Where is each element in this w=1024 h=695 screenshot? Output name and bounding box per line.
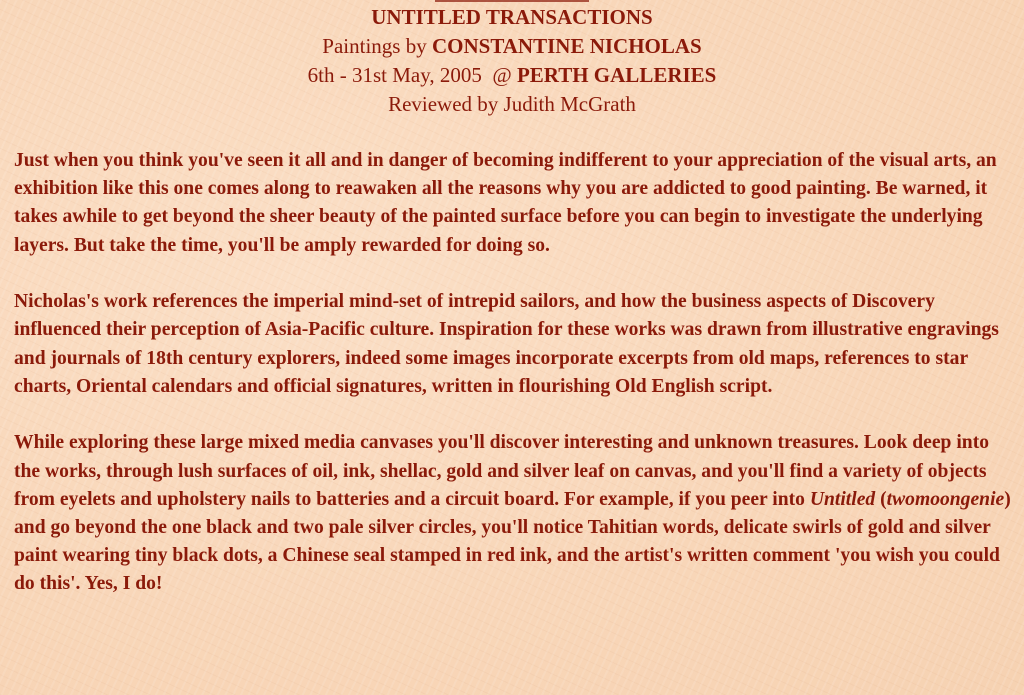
paragraph-2: Nicholas's work references the imperial mind-set of intrepid sailors, and how the business aspects of Discovery influenced their perception of Asia-Pacific culture. Inspiration for these works was drawn from illustrative engravings and journals of 18th century explorers, indeed some images incorporate excerpts from old maps, references to star charts, Oriental calendars and official signatures, written in flourishing Old English script. xyxy=(14,291,999,397)
reviewer-line: Reviewed by Judith McGrath xyxy=(388,92,636,116)
exhibition-title: UNTITLED TRANSACTIONS xyxy=(371,5,653,29)
paragraph-3 xyxy=(14,429,1014,598)
artwork-title: Untitled xyxy=(809,488,876,510)
artwork-subtitle: twomoongenie xyxy=(886,488,1005,510)
paragraph-3-part1: While exploring these large mixed media canvases you'll discover interesting and unknown treasures. Look deep into the works, through lush surfaces of oil, ink, shellac, gold and silver leaf on canvas, and you'll find a variety of objects from eyelets and upholstery nails to batteries and a circuit board. For example, if you peer into xyxy=(14,432,990,510)
review-body xyxy=(14,147,1014,627)
review-header xyxy=(0,0,1024,119)
dates-line xyxy=(0,61,1024,90)
top-divider xyxy=(435,0,589,2)
paragraph-3-part2: ( xyxy=(875,488,887,510)
exhibition-dates: 6th - 31st May, 2005 @ xyxy=(307,63,517,87)
paragraph-1: Just when you think you've seen it all and in danger of becoming indifferent to your appreciation of the visual arts, an exhibition like this one comes along to reawaken all the reasons why you are addicted to good painting. Be warned, it takes awhile to get beyond the sheer beauty of the painted surface before you can begin to investigate the underlying layers. But take the time, you'll be amply rewarded for doing so. xyxy=(14,150,997,256)
paragraph-3-part3: ) and go beyond the one black and two pale silver circles, you'll notice Tahitian words, delicate swirls of gold and silver paint wearing tiny black dots, a Chinese seal stamped in red ink, and the artist's written comment 'you wish you could do this'. Yes, I do! xyxy=(14,488,1011,595)
gallery-name: PERTH GALLERIES xyxy=(516,63,717,87)
artist-name: CONSTANTINE NICHOLAS xyxy=(431,34,702,58)
artist-line xyxy=(0,32,1024,61)
artist-prefix: Paintings by xyxy=(322,34,432,58)
